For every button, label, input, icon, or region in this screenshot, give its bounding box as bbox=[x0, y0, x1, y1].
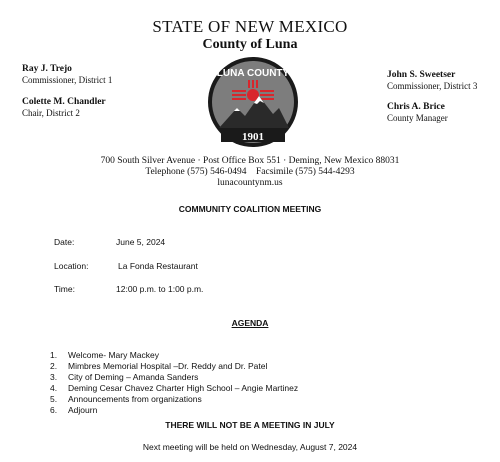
official-county-manager bbox=[387, 102, 448, 124]
luna-county-seal bbox=[207, 56, 299, 148]
agenda-item-text: Welcome- Mary Mackey bbox=[68, 350, 159, 360]
official-name: Chris A. Brice bbox=[387, 102, 445, 112]
agenda-item bbox=[50, 350, 298, 361]
official-commissioner-district-1 bbox=[22, 64, 112, 86]
official-role: Commissioner, District 3 bbox=[387, 81, 478, 91]
agenda-item-number: 4. bbox=[50, 383, 58, 393]
agenda-item-text: Announcements from organizations bbox=[68, 394, 202, 404]
time-label: Time: bbox=[54, 284, 75, 294]
phone-fax-line: Telephone (575) 546-0494 Facsimile (575) 544-4293 bbox=[145, 167, 355, 177]
date-value: June 5, 2024 bbox=[116, 237, 166, 247]
official-commissioner-district-3 bbox=[387, 70, 477, 92]
date-label: Date: bbox=[54, 237, 75, 247]
agenda-item-text: Mimbres Memorial Hospital –Dr. Reddy and Dr. Patel bbox=[68, 361, 268, 371]
official-chair-district-2 bbox=[22, 97, 106, 119]
agenda-item-number: 3. bbox=[50, 372, 58, 382]
agenda-item bbox=[50, 383, 298, 394]
official-name: Ray J. Trejo bbox=[22, 64, 72, 74]
agenda-item-text: Deming Cesar Chavez Charter High School – Angie Martinez bbox=[68, 383, 299, 393]
official-name: Colette M. Chandler bbox=[22, 97, 106, 107]
seal-top-text: LUNA COUNTY bbox=[216, 68, 290, 79]
time-value: 12:00 p.m. to 1:00 p.m. bbox=[116, 284, 204, 294]
agenda-title: AGENDA bbox=[231, 318, 269, 328]
official-role: County Manager bbox=[387, 113, 448, 123]
agenda-item-number: 5. bbox=[50, 394, 58, 404]
agenda-item-number: 1. bbox=[50, 350, 58, 360]
seal-year: 1901 bbox=[242, 131, 264, 143]
next-meeting-notice: Next meeting will be held on Wednesday, August 7, 2024 bbox=[142, 442, 358, 452]
agenda-item-number: 2. bbox=[50, 361, 58, 371]
website-line: lunacountynm.us bbox=[217, 178, 283, 188]
agenda-item bbox=[50, 372, 298, 383]
agenda-item bbox=[50, 394, 298, 405]
county-title: County of Luna bbox=[202, 37, 298, 52]
agenda-item bbox=[50, 405, 298, 416]
agenda-item-text: Adjourn bbox=[68, 405, 98, 415]
state-title: STATE OF NEW MEXICO bbox=[152, 17, 348, 36]
location-label: Location: bbox=[54, 261, 89, 271]
agenda-list bbox=[50, 350, 298, 416]
official-name: John S. Sweetser bbox=[387, 70, 456, 80]
agenda-item-number: 6. bbox=[50, 405, 58, 415]
meeting-title: COMMUNITY COALITION MEETING bbox=[178, 204, 322, 214]
location-value: La Fonda Restaurant bbox=[118, 261, 198, 271]
official-role: Chair, District 2 bbox=[22, 108, 80, 118]
no-meeting-notice: THERE WILL NOT BE A MEETING IN JULY bbox=[165, 420, 335, 430]
agenda-item bbox=[50, 361, 298, 372]
agenda-item-text: City of Deming – Amanda Sanders bbox=[68, 372, 199, 382]
address-line: 700 South Silver Avenue · Post Office Box 551 · Deming, New Mexico 88031 bbox=[100, 156, 400, 166]
official-role: Commissioner, District 1 bbox=[22, 75, 113, 85]
